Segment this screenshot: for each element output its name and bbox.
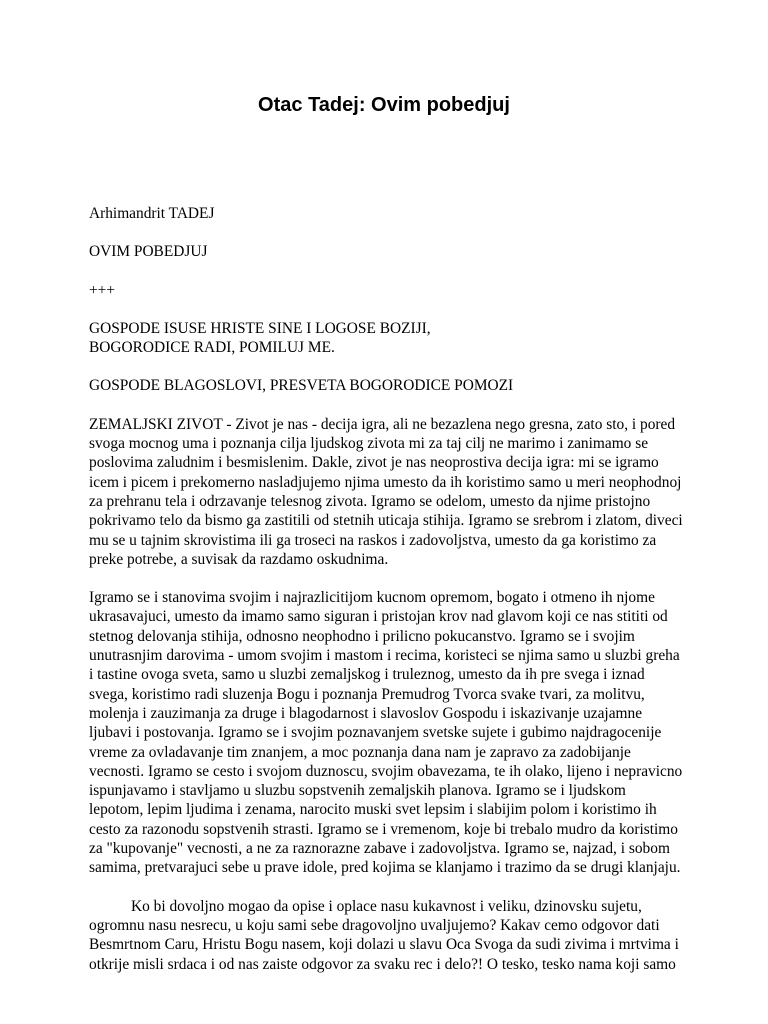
paragraph-2: Igramo se i stanovima svojim i najrazlicitijom kucnom opremom, bogato i otmeno ih njome ukrasavajuci, umesto da imamo samo siguran i pristojan krov nad glavom koji ce nas stititi od stetnog delovanja stihija, odnosno neophodno i prilicno pokucanstvo. Igramo se i svojim unutrasnjim darovima - umom svojim i mastom i recima, koristeci se njima samo u sluzbi greha i tastine ovoga sveta, samo u sluzbi zemaljskog i truleznog, umesto da ih pre svega i iznad svega, koristimo radi sluzenja Bogu i poznanja Premudrog Tvorca svake tvari, za molitvu, molenja i zauzimanja za druge i blagodarnost i slavoslov Gospodu i iskazivanje uzajamne ljubavi i postovanja. Igramo se i svojim poznavanjem svetske sujete i gubimo najdragocenije vreme za ovladavanje tim znanjem, a moc poznanja dana nam je zapravo za zadobijanje vecnosti. Igramo se cesto i svojom duznoscu, svojim obavezama, te ih olako, lijeno i nepravicno ispunjavamo i stavljamo u sluzbu sopstvenih zemaljskih planova. Igramo se i ljudskom lepotom, lepim ljudima i zenama, narocito muski svet lepsim i slabijim polom i koristimo ih cesto za razonodu sopstvenih strasti. Igramo se i vremenom, koje bi trebalo mudro da koristimo za "kupovanje" vecnosti, a ne za raznorazne zabave i zadovoljstva. Igramo se, najzad, i sobom samima, pretvarajuci sebe u prave idole, pred kojima se klanjamo i trazimo da se drugi klanjaju. [89,589,683,877]
paragraph-1: ZEMALJSKI ZIVOT - Zivot je nas - decija igra, ali ne bezazlena nego gresna, zato sto, i pored svoga mocnog uma i poznanja cilja ljudskog zivota mi za taj cilj ne marimo i zanimamo se poslovima zaludnim i besmislenim. Dakle, zivot je nas neoprostiva decija igra: mi se igramo icem i picem i prekomerno nasladjujemo njima umesto da ih koristimo samo u meri neophodnoj za prehranu tela i odrzavanje telesnog zivota. Igramo se odelom, umesto da njime pristojno pokrivamo telo da bismo ga zastitili od stetnih uticaja stihija. Igramo se srebrom i zlatom, diveci mu se u tajnim skrovistima ili ga troseci na raskos i zadovoljstva, umesto da ga koristimo za preke potrebe, a suvisak da razdamo oskudnima. [89,415,683,568]
prayer-line-1: GOSPODE ISUSE HRISTE SINE I LOGOSE BOZIJI, [89,319,431,337]
blessing-line: GOSPODE BLAGOSLOVI, PRESVETA BOGORODICE POMOZI [89,377,514,395]
paragraph-3: Ko bi dovoljno mogao da opise i oplace nasu kukavnost i veliku, dzinovsku sujetu, ogromnu nasu nesrecu, u koju sami sebe dragovoljno uvaljujemo? Kakav cemo odgovor dati Besmrtnom Caru, Hristu Bogu nasem, koji dolazi u slavu Oca Svoga da sudi zivima i mrtvima i otkrije misli srdaca i od nas zaiste odgovor za svaku rec i delo?! O tesko, tesko nama koji samo [89,897,679,973]
separator-line: +++ [89,281,116,299]
document-title: Otac Tadej: Ovim pobedjuj [258,94,510,116]
prayer-block [89,319,684,358]
heading-line: OVIM POBEDJUJ [89,243,208,261]
document-body [89,204,684,993]
prayer-line-2: BOGORODICE RADI, POMILUJ ME. [89,339,335,357]
author-line: Arhimandrit TADEJ [89,205,215,222]
